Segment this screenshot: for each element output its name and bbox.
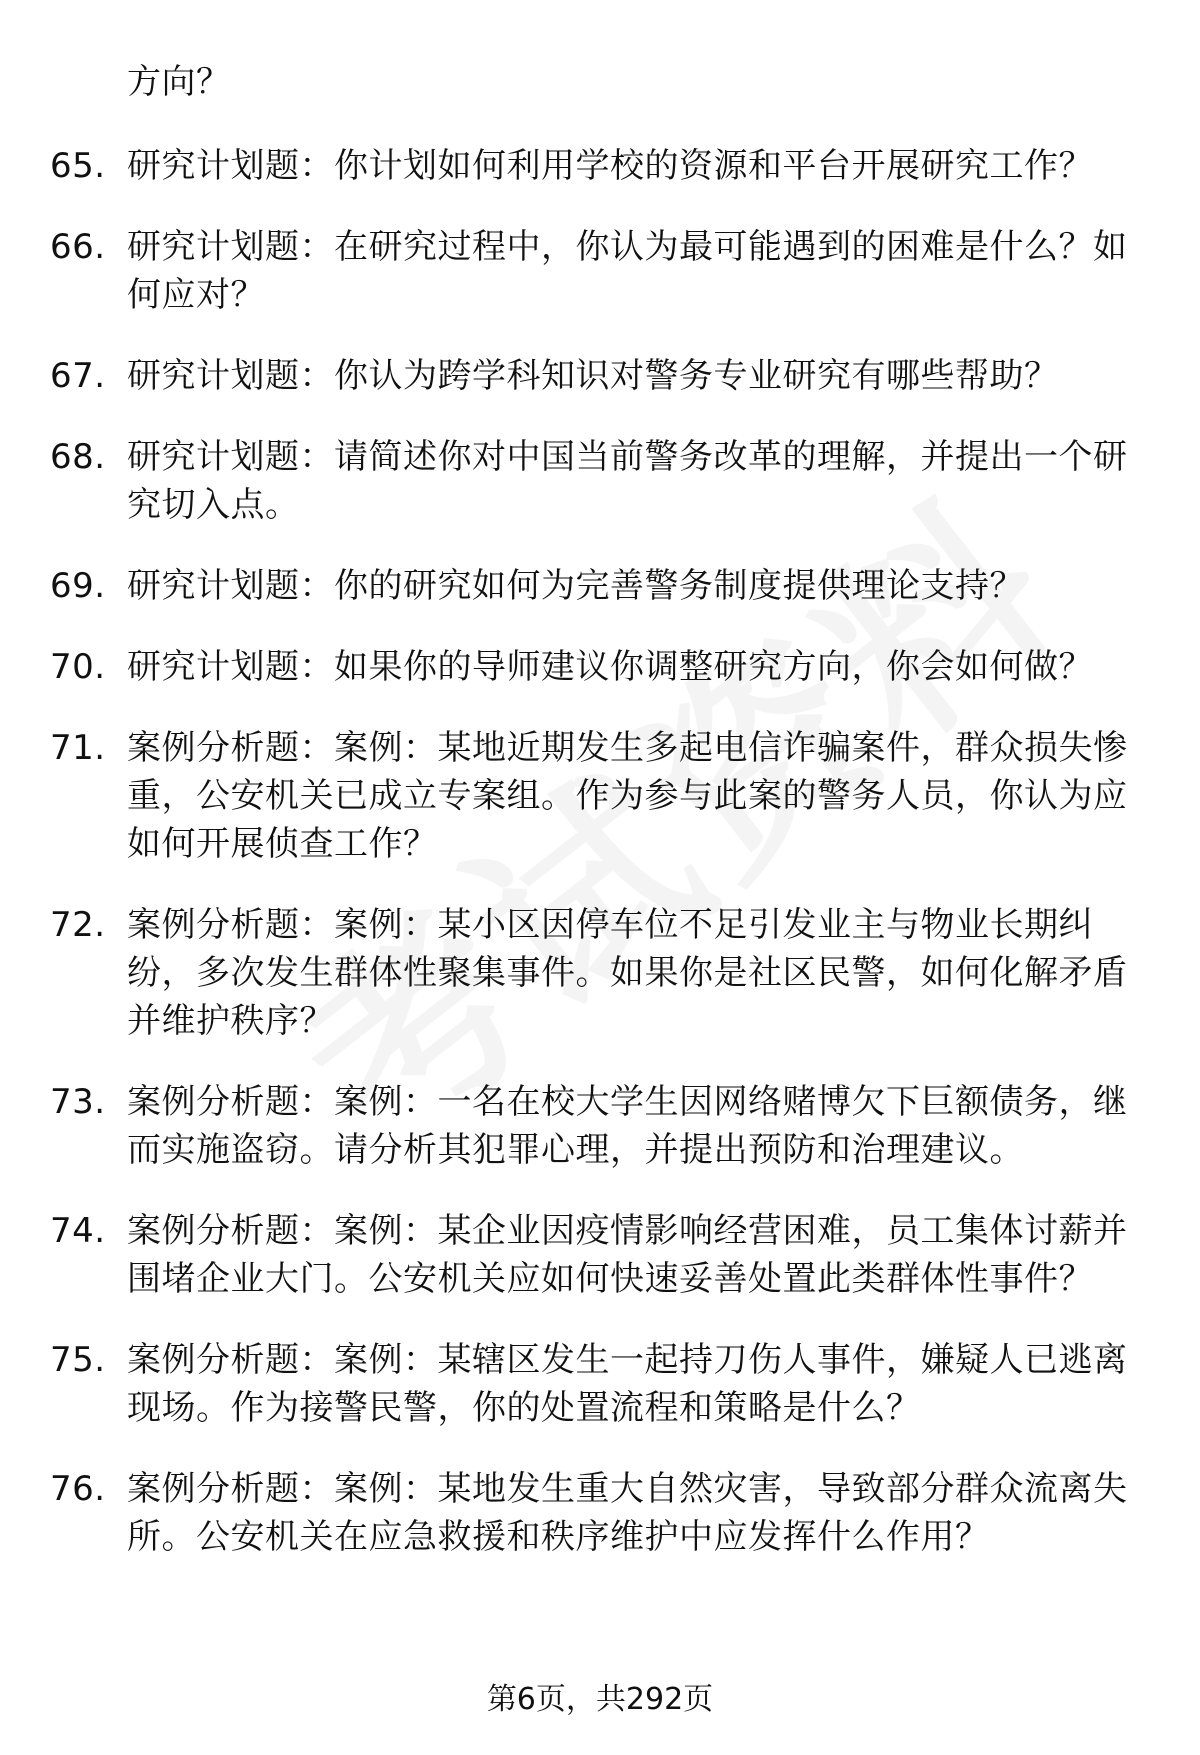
question-number: 70. bbox=[50, 647, 106, 687]
question-text: 案例分析题：案例：某企业因疫情影响经营困难，员工集体讨薪并围堵企业大门。公安机关应如何快速妥善处置此类群体性事件？ bbox=[127, 1211, 1128, 1299]
question-text: 研究计划题：在研究过程中，你认为最可能遇到的困难是什么？如何应对？ bbox=[127, 227, 1128, 315]
question-item bbox=[50, 1336, 1150, 1432]
question-item bbox=[50, 1465, 1150, 1561]
question-number: 71. bbox=[50, 728, 106, 768]
page-footer: 第6页，共292页 bbox=[486, 1682, 714, 1717]
question-text: 案例分析题：案例：某小区因停车位不足引发业主与物业长期纠纷，多次发生群体性聚集事件。如果你是社区民警，如何化解矛盾并维护秩序？ bbox=[127, 905, 1128, 1041]
question-number: 66. bbox=[50, 227, 106, 267]
question-item bbox=[50, 643, 1150, 691]
question-text: 案例分析题：案例：一名在校大学生因网络赌博欠下巨额债务，继而实施盗窃。请分析其犯罪心理，并提出预防和治理建议。 bbox=[127, 1082, 1128, 1170]
question-text: 案例分析题：案例：某地近期发生多起电信诈骗案件，群众损失惨重，公安机关已成立专案组。作为参与此案的警务人员，你认为应如何开展侦查工作？ bbox=[127, 728, 1128, 864]
question-item bbox=[50, 1207, 1150, 1303]
question-text: 研究计划题：请简述你对中国当前警务改革的理解，并提出一个研究切入点。 bbox=[127, 437, 1128, 525]
question-item bbox=[50, 352, 1150, 400]
question-item bbox=[50, 142, 1150, 190]
question-number: 74. bbox=[50, 1211, 106, 1251]
question-item bbox=[50, 562, 1150, 610]
question-text: 研究计划题：你计划如何利用学校的资源和平台开展研究工作？ bbox=[127, 146, 1093, 186]
question-item bbox=[50, 1078, 1150, 1174]
question-item bbox=[50, 724, 1150, 868]
continuation-text: 方向？ bbox=[127, 62, 231, 102]
question-text: 案例分析题：案例：某辖区发生一起持刀伤人事件，嫌疑人已逃离现场。作为接警民警，你的处置流程和策略是什么？ bbox=[127, 1340, 1128, 1428]
question-text: 案例分析题：案例：某地发生重大自然灾害，导致部分群众流离失所。公安机关在应急救援和秩序维护中应发挥什么作用？ bbox=[127, 1469, 1128, 1557]
question-item bbox=[50, 901, 1150, 1045]
question-number: 73. bbox=[50, 1082, 106, 1122]
question-item bbox=[50, 433, 1150, 529]
question-number: 65. bbox=[50, 146, 106, 186]
question-item bbox=[50, 223, 1150, 319]
question-text: 研究计划题：你认为跨学科知识对警务专业研究有哪些帮助？ bbox=[127, 356, 1059, 396]
question-number: 75. bbox=[50, 1340, 106, 1380]
question-text: 研究计划题：你的研究如何为完善警务制度提供理论支持？ bbox=[127, 566, 1024, 606]
question-number: 68. bbox=[50, 437, 106, 477]
question-number: 69. bbox=[50, 566, 106, 606]
question-number: 67. bbox=[50, 356, 106, 396]
question-list bbox=[50, 142, 1150, 1594]
question-number: 76. bbox=[50, 1469, 106, 1509]
question-text: 研究计划题：如果你的导师建议你调整研究方向，你会如何做？ bbox=[127, 647, 1093, 687]
question-number: 72. bbox=[50, 905, 106, 945]
